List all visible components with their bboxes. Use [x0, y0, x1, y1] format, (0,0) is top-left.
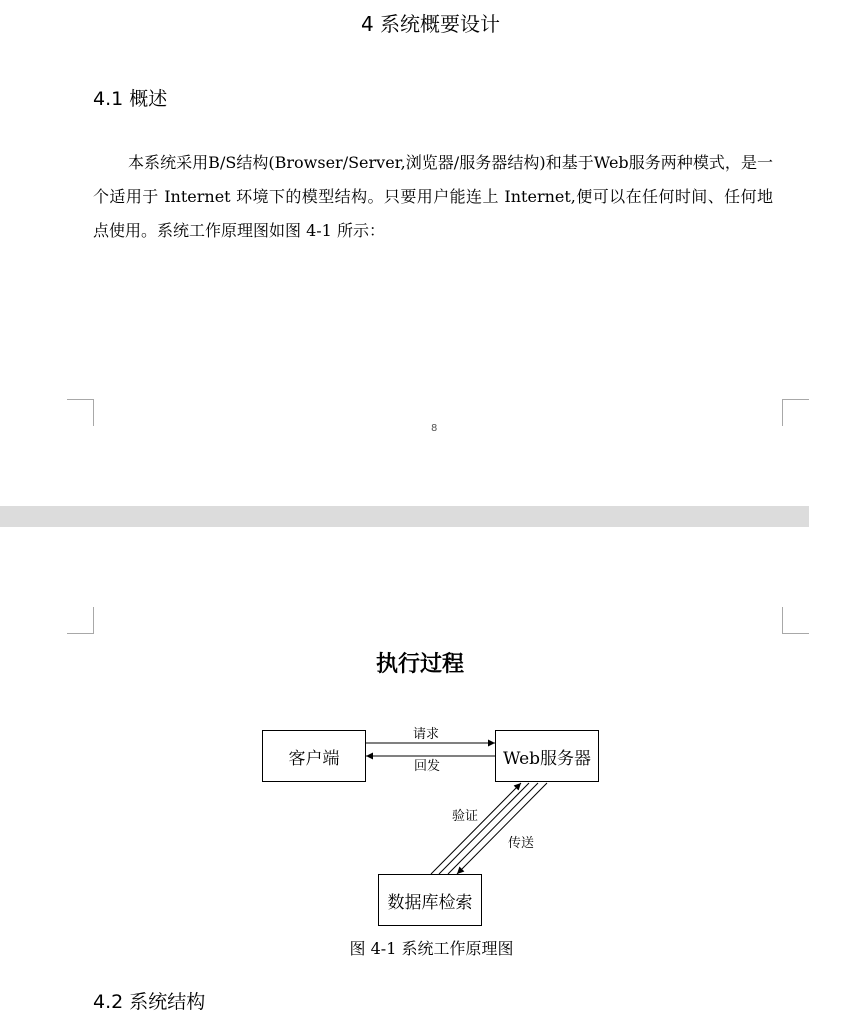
diagram-node-web-server-label: Web服务器 — [502, 748, 592, 769]
edge-label-request: 请求 — [413, 727, 440, 742]
document-page-2 — [0, 527, 809, 1013]
page-corner-mark-bottom-right — [782, 399, 809, 426]
arrow-verify-right — [439, 783, 529, 874]
diagram-node-database — [378, 874, 482, 926]
edge-label-reply: 回发 — [414, 759, 441, 774]
arrow-verify-left — [431, 783, 521, 874]
edge-label-verify: 验证 — [452, 809, 479, 824]
section-title: 4.1 概述 — [93, 88, 168, 110]
next-section-heading: 4.2 系统结构 — [93, 991, 206, 1013]
diagram-node-client — [262, 730, 366, 782]
figure-caption: 图 4-1 系统工作原理图 — [349, 939, 514, 958]
arrow-transfer-right — [457, 783, 547, 874]
chapter-title: 4 系统概要设计 — [360, 12, 501, 36]
document-page-1 — [0, 0, 809, 506]
diagram-node-database-label: 数据库检索 — [387, 892, 473, 913]
body-paragraph: 本系统采用B/S结构(Browser/Server,浏览器/服务器结构)和基于Web服务两种模式，是一个适用于 Internet 环境下的模型结构。只要用户能连上 Internet,便可以在任何时间、任何地点使用。系统工作原理图如图 4-1 所示： — [93, 153, 773, 240]
diagram-arrows — [0, 527, 809, 997]
edge-label-transfer: 传送 — [508, 836, 535, 851]
diagram-node-client-label: 客户端 — [288, 748, 340, 769]
page-gap — [0, 506, 809, 527]
diagram-node-web-server — [495, 730, 599, 782]
page-corner-mark-bottom-left — [67, 399, 94, 426]
diagram-title: 执行过程 — [375, 651, 464, 677]
page-number: 8 — [431, 423, 438, 434]
arrow-transfer-left — [448, 783, 538, 874]
